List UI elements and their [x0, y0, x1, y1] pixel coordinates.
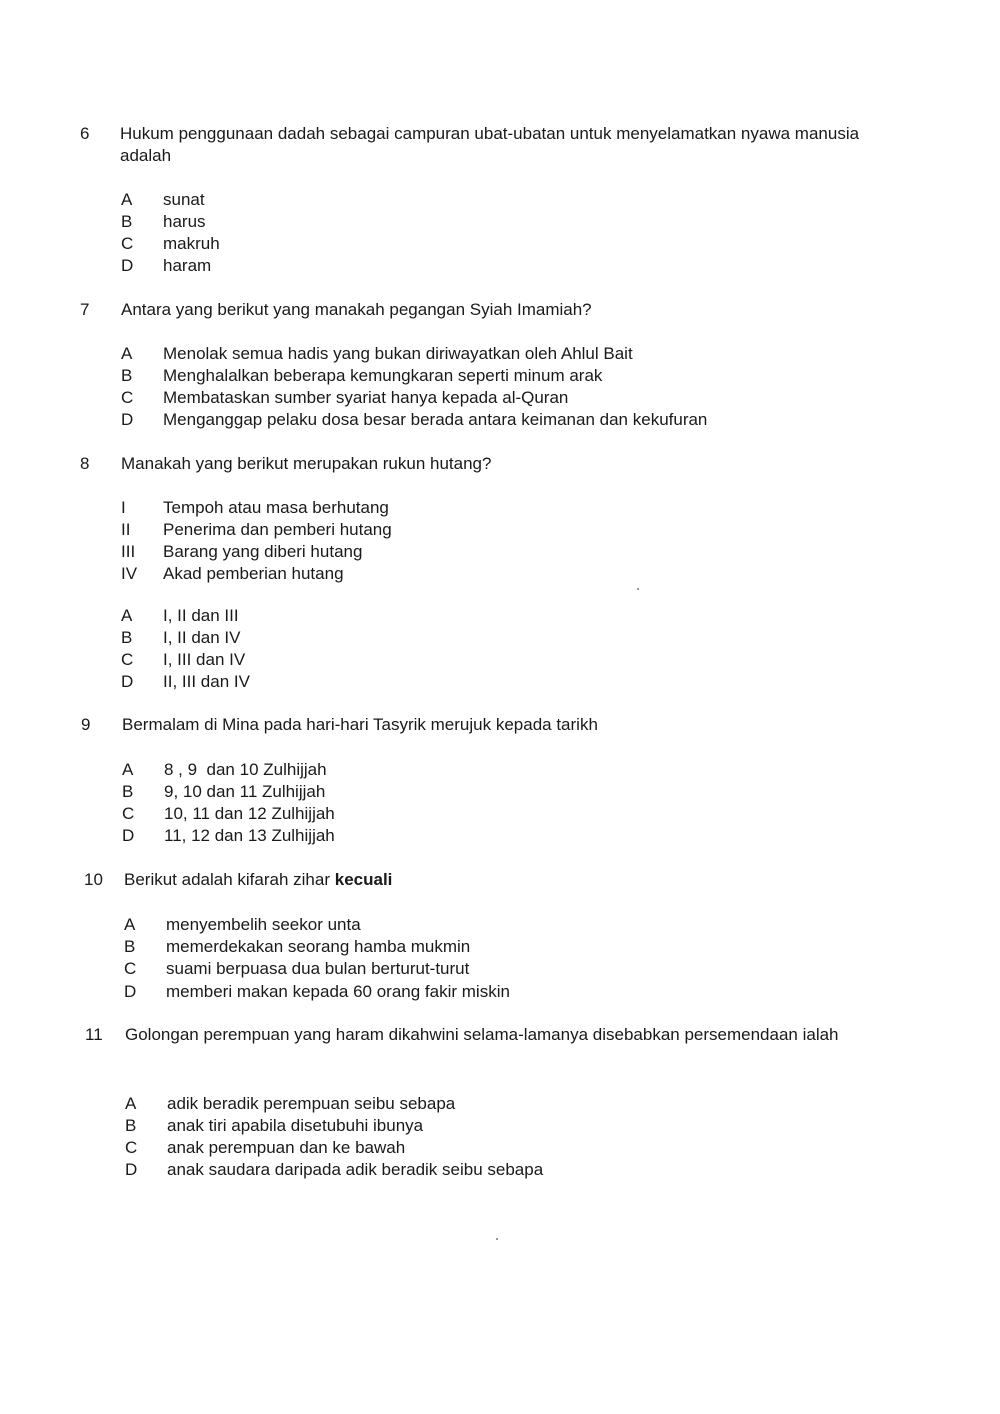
- question-number: 11: [85, 1025, 103, 1044]
- statement-ii: II Penerima dan pemberi hutang: [121, 520, 392, 539]
- option-c[interactable]: C Membataskan sumber syariat hanya kepada al-Quran: [121, 388, 569, 407]
- option-a[interactable]: A adik beradik perempuan seibu sebapa: [125, 1094, 456, 1113]
- scan-speck: [496, 1238, 498, 1240]
- option-a[interactable]: A menyembelih seekor unta: [124, 915, 361, 934]
- option-b[interactable]: B memerdekakan seorang hamba mukmin: [124, 937, 471, 956]
- question-text: Manakah yang berikut merupakan rukun hutang?: [121, 454, 492, 473]
- option-a[interactable]: A 8 , 9 dan 10 Zulhijjah: [122, 760, 327, 779]
- question-text: Golongan perempuan yang haram dikahwini selama-lamanya disebabkan persemendaan ialah: [125, 1025, 839, 1044]
- statement-iii: III Barang yang diberi hutang: [121, 542, 363, 561]
- option-c[interactable]: C makruh: [121, 234, 220, 253]
- question-text: Hukum penggunaan dadah sebagai campuran ubat-ubatan untuk menyelamatkan nyawa manusia adalah: [120, 124, 860, 165]
- option-d[interactable]: D II, III dan IV: [121, 672, 250, 691]
- statement-i: I Tempoh atau masa berhutang: [121, 498, 389, 517]
- question-number: 7: [80, 300, 90, 319]
- option-b[interactable]: B harus: [121, 212, 206, 231]
- question-number: 8: [80, 454, 90, 473]
- option-c[interactable]: C suami berpuasa dua bulan berturut-turut: [124, 959, 470, 978]
- option-b[interactable]: B anak tiri apabila disetubuhi ibunya: [125, 1116, 424, 1135]
- option-d[interactable]: D anak saudara daripada adik beradik seibu sebapa: [125, 1160, 544, 1179]
- question-number: 9: [81, 715, 91, 734]
- statement-iv: IV Akad pemberian hutang: [121, 564, 344, 583]
- option-b[interactable]: B Menghalalkan beberapa kemungkaran seperti minum arak: [121, 366, 603, 385]
- question-number: 6: [80, 124, 90, 143]
- option-c[interactable]: C I, III dan IV: [121, 650, 246, 669]
- option-c[interactable]: C 10, 11 dan 12 Zulhijjah: [122, 804, 335, 823]
- question-text: Antara yang berikut yang manakah pegangan Syiah Imamiah?: [121, 300, 592, 319]
- option-d[interactable]: D Menganggap pelaku dosa besar berada antara keimanan dan kekufuran: [121, 410, 708, 429]
- scan-speck: [637, 588, 639, 590]
- option-d[interactable]: D 11, 12 dan 13 Zulhijjah: [122, 826, 335, 845]
- question-text: Berikut adalah kifarah zihar kecuali: [124, 870, 393, 889]
- question-number: 10: [84, 870, 103, 889]
- option-b[interactable]: B 9, 10 dan 11 Zulhijjah: [122, 782, 326, 801]
- option-d[interactable]: D haram: [121, 256, 212, 275]
- option-b[interactable]: B I, II dan IV: [121, 628, 241, 647]
- option-c[interactable]: C anak perempuan dan ke bawah: [125, 1138, 406, 1157]
- option-d[interactable]: D memberi makan kepada 60 orang fakir miskin: [124, 982, 510, 1001]
- emphasis-word: kecuali: [334, 870, 393, 889]
- option-a[interactable]: A sunat: [121, 190, 205, 209]
- question-text: Bermalam di Mina pada hari-hari Tasyrik merujuk kepada tarikh: [122, 715, 598, 734]
- option-a[interactable]: A I, II dan III: [121, 606, 239, 625]
- option-a[interactable]: A Menolak semua hadis yang bukan diriwayatkan oleh Ahlul Bait: [121, 344, 633, 363]
